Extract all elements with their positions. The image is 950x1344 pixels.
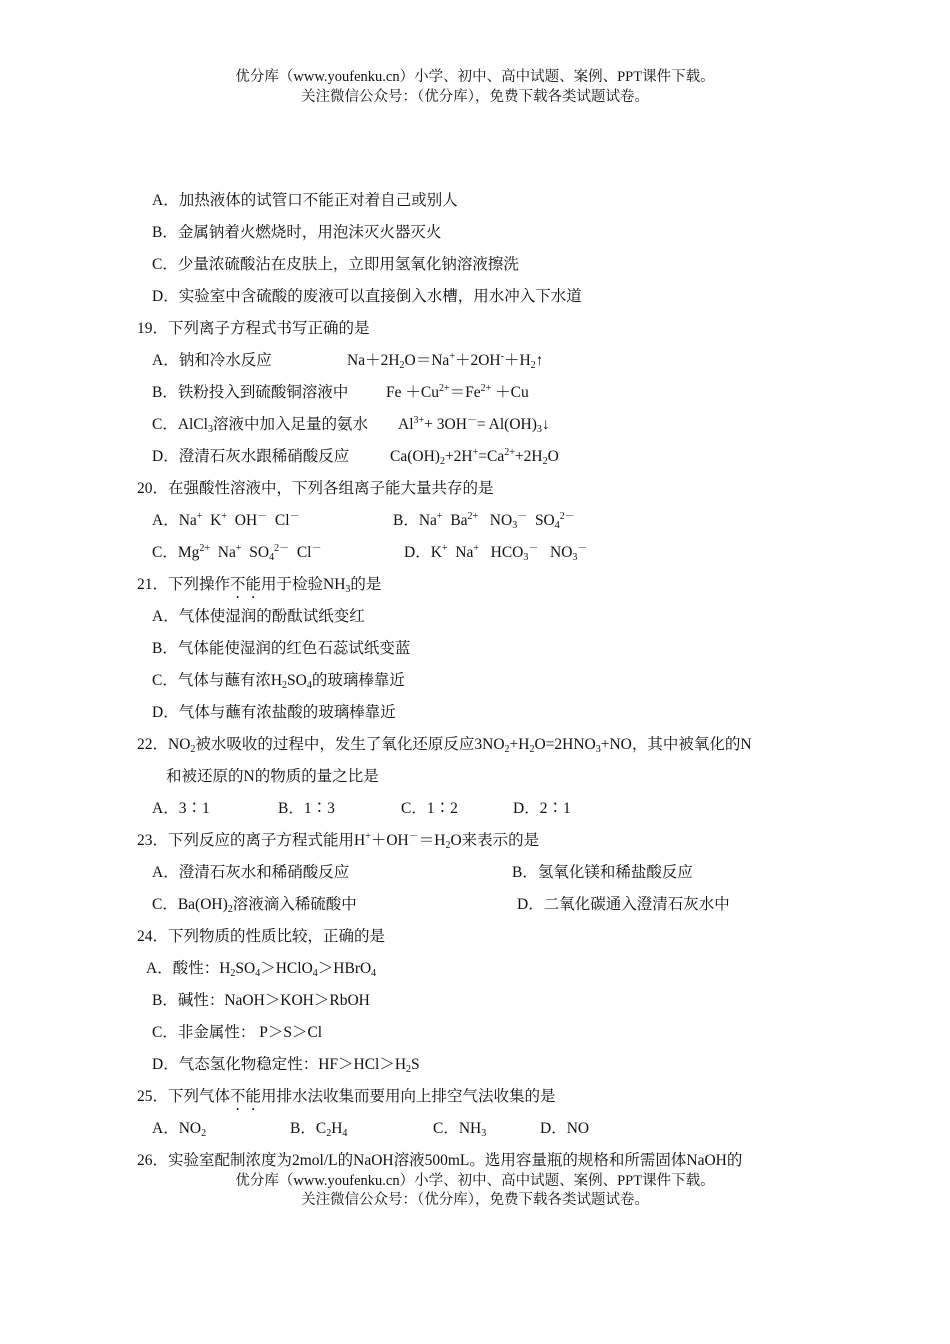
q22-option-a: A．3∶1 [152, 800, 210, 817]
q20-option-b: B．Na+ $Ba^{2+}$ $NO_3^-$ $SO_4^{2-}$ [393, 511, 575, 531]
q19-option-b-equation: $Fe +Cu^{2+}=Fe^{2+} +Cu$ [386, 383, 529, 401]
q19-option-d-label: D．澄清石灰水跟稀硝酸反应 [152, 448, 350, 465]
q25-stem: 25．下列气体不能用排水法收集而要用向上排空气法收集的是 [137, 1088, 556, 1105]
q25-option-d: D．NO [540, 1120, 590, 1137]
q19-option-d-equation: $Ca(OH)_2+2H^+=Ca^{2+}+2H_2O$ [390, 447, 559, 467]
q23-option-c: C．$Ba(OH)_2$溶液滴入稀硫酸中 [152, 896, 357, 915]
q22-option-d: D．2∶1 [513, 800, 571, 817]
q21-option-d: D．气体与蘸有浓盐酸的玻璃棒靠近 [152, 704, 396, 721]
q23-option-d: D．二氧化碳通入澄清石灰水中 [517, 896, 730, 913]
q22-stem: 22．$NO_2$被水吸收的过程中，发生了氧化还原反应$3NO_2+H_2O=2HNO_3+NO$，其中被氧化的N [137, 736, 752, 755]
q25-emphasis: 不能 [230, 1088, 262, 1105]
q23-stem: 23．下列反应的离子方程式能用$H^++OH^-=H_2O$来表示的是 [137, 831, 540, 851]
q19-option-c-label2: 溶液中加入足量的氨水 [212, 416, 368, 433]
q21-stem: 21．下列操作不能用于检验$NH_3$的是 [137, 576, 382, 595]
q18-option-a: A．加热液体的试管口不能正对着自己或别人 [152, 192, 458, 209]
q25-option-a: A．$NO_2$ [152, 1120, 207, 1139]
q19-option-a-equation: $Na+2H_2O=Na^++2OH^-+H_2↑$ [347, 351, 544, 371]
q19-option-c-label: C．AlCl [152, 416, 208, 433]
q19-option-c-equation: $Al^{3+}+ 3OH^-=$ $Al(OH)_3↓$ [398, 415, 550, 435]
q24-option-b: B．碱性：NaOH＞KOH＞RbOH [152, 992, 370, 1009]
q24-option-d: D．气态氢化物稳定性：$HF>HCl>H_2S$ [152, 1056, 420, 1075]
q20-option-d: D．K+ Na+ $HCO_3^-$ $NO_3^-$ [404, 543, 588, 563]
q25-option-c: C．$NH_3$ [433, 1120, 487, 1139]
page-footer-line1: 优分库（www.youfenku.cn）小学、初中、高中试题、案例、PPT课件下载。 [235, 1173, 715, 1189]
q21-option-a: A．气体使湿润的酚酞试纸变红 [152, 608, 365, 625]
q19-option-d [152, 447, 559, 467]
page-header-line2: 关注微信公众号：（优分库），免费下载各类试题试卷。 [301, 89, 649, 105]
q19-option-a-label: A．钠和冷水反应 [152, 352, 272, 369]
q19-stem: 19．下列离子方程式书写正确的是 [137, 320, 370, 337]
q19-option-b-label: B．铁粉投入到硫酸铜溶液中 [152, 384, 349, 401]
q19-option-a [152, 351, 544, 371]
q22-stem-line2: 和被还原的N的物质的量之比是 [166, 768, 379, 785]
q21-emphasis: 不能 [230, 576, 262, 593]
q23-option-a: A．澄清石灰水和稀硝酸反应 [152, 864, 350, 881]
q20-option-c: C．$Mg^{2+}$ Na+ $SO_4^{2-}$ Cl－ [152, 543, 322, 563]
q24-stem: 24．下列物质的性质比较，正确的是 [137, 928, 386, 945]
q19-option-b [152, 383, 529, 403]
q21-option-c: C．气体与蘸有浓$H_2SO_4$的玻璃棒靠近 [152, 672, 405, 691]
q21-option-b: B．气体能使湿润的红色石蕊试纸变蓝 [152, 640, 411, 657]
page-footer-line2: 关注微信公众号：（优分库），免费下载各类试题试卷。 [301, 1192, 649, 1208]
q25-option-b: B．$C_2H_4$ [290, 1120, 348, 1139]
q18-option-b: B．金属钠着火燃烧时，用泡沫灭火器灭火 [152, 224, 442, 241]
q18-option-c: C．少量浓硫酸沾在皮肤上，立即用氢氧化钠溶液擦洗 [152, 256, 519, 273]
q26-stem: 26．实验室配制浓度为2mol/L的NaOH溶液500mL。选用容量瓶的规格和所需固体NaOH的 [137, 1152, 743, 1169]
q18-option-d: D．实验室中含硫酸的废液可以直接倒入水槽，用水冲入下水道 [152, 288, 582, 305]
q23-option-b: B．氢氧化镁和稀盐酸反应 [512, 864, 693, 881]
q20-option-a: A．Na+ K+ OH－ Cl－ [152, 511, 300, 529]
q24-option-c: C．非金属性： P＞S＞Cl [152, 1024, 323, 1041]
q19-option-c: C．AlCl$_3$溶液中加入足量的氨水 $Al^{3+}+ 3OH^-=$ $Al(OH)_3↓$ [152, 415, 550, 435]
page-header-line1: 优分库（www.youfenku.cn）小学、初中、高中试题、案例、PPT课件下载。 [235, 69, 715, 85]
q22-option-c: C．1∶2 [401, 800, 458, 817]
q24-option-a: A．酸性：$H_2SO_4>HClO_4>HBrO_4$ [146, 960, 377, 979]
q20-stem: 20．在强酸性溶液中，下列各组离子能大量共存的是 [137, 480, 494, 497]
q22-option-b: B．1∶3 [278, 800, 335, 817]
